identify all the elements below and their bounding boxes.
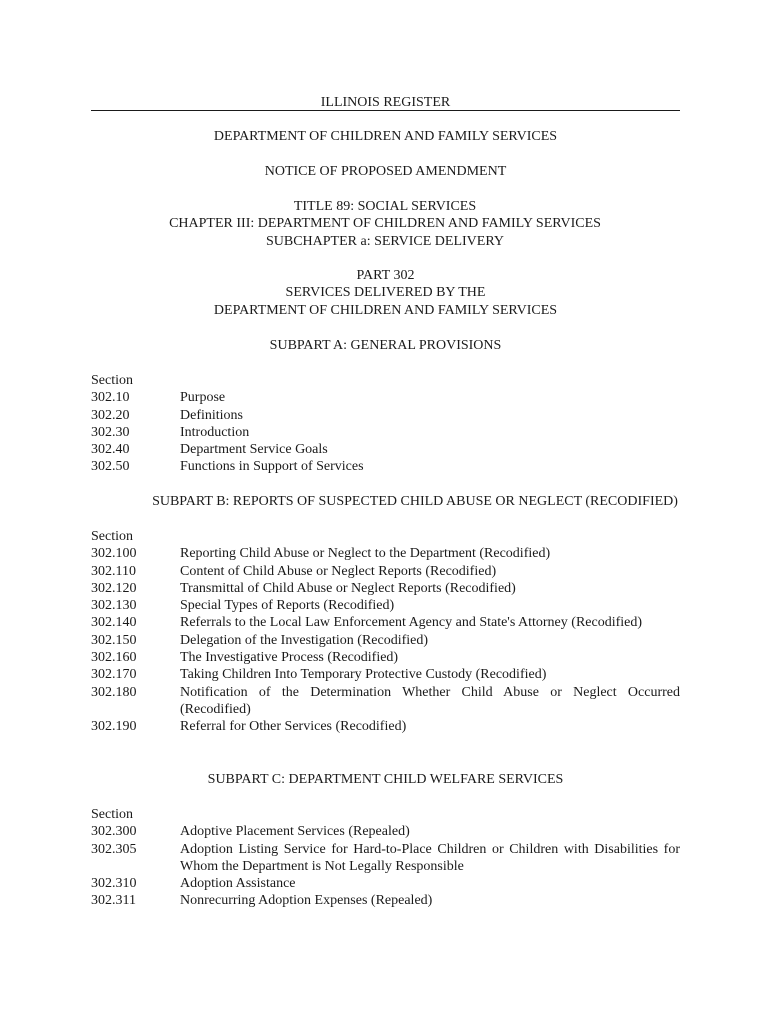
section-title: Adoptive Placement Services (Repealed) [180, 824, 410, 840]
section-title: Purpose [180, 390, 226, 406]
section-number: 302.50 [91, 459, 130, 475]
section-label: Section [91, 529, 133, 544]
department-name: DEPARTMENT OF CHILDREN AND FAMILY SERVICES [213, 129, 558, 144]
table-row [91, 389, 680, 406]
section-title: Special Types of Reports (Recodified) [180, 598, 395, 614]
part-block [91, 267, 680, 319]
section-number: 302.130 [91, 598, 137, 614]
section-number: 302.160 [91, 650, 137, 666]
subchapter-line: SUBCHAPTER a: SERVICE DELIVERY [265, 233, 505, 249]
section-title: Department Service Goals [180, 442, 328, 458]
section-title: Functions in Support of Services [180, 459, 364, 475]
table-row [91, 892, 680, 909]
section-title: Definitions [180, 407, 243, 423]
part-name-line-1: SERVICES DELIVERED BY THE [285, 285, 486, 301]
section-number: 302.140 [91, 615, 137, 631]
table-row [91, 563, 680, 580]
section-number: 302.311 [91, 893, 136, 909]
section-title: Taking Children Into Temporary Protective Custody (Recodified) [180, 667, 547, 683]
table-row [91, 666, 680, 683]
section-number: 302.170 [91, 667, 137, 683]
table-row [91, 632, 680, 649]
subpart-a-sections [91, 372, 680, 476]
section-number: 302.190 [91, 719, 137, 735]
section-number: 302.305 [91, 841, 137, 857]
subpart-a-heading: SUBPART A: GENERAL PROVISIONS [269, 338, 502, 353]
table-row [91, 684, 680, 719]
table-row [91, 597, 680, 614]
table-row [91, 580, 680, 597]
section-number: 302.300 [91, 824, 137, 840]
table-row [91, 545, 680, 562]
section-title: Adoption Assistance [180, 876, 296, 892]
section-label: Section [91, 807, 133, 822]
section-title: Transmittal of Child Abuse or Neglect Reports (Recodified) [180, 580, 516, 596]
title-block [60, 198, 710, 250]
section-title: Adoption Listing Service for Hard-to-Place Children or Children with Disabilities for Whom the Department is Not Legally Responsible [180, 841, 680, 874]
section-number: 302.310 [91, 876, 137, 892]
section-title: Content of Child Abuse or Neglect Reports (Recodified) [180, 563, 497, 579]
section-title: The Investigative Process (Recodified) [180, 650, 399, 666]
notice-title: NOTICE OF PROPOSED AMENDMENT [264, 164, 507, 179]
section-title: Nonrecurring Adoption Expenses (Repealed) [180, 893, 433, 909]
table-row [91, 841, 680, 876]
section-number: 302.150 [91, 632, 137, 648]
section-number: 302.40 [91, 442, 130, 458]
table-row [91, 718, 680, 735]
register-header: ILLINOIS REGISTER [91, 94, 680, 111]
table-row [91, 441, 680, 458]
section-number: 302.10 [91, 390, 130, 406]
table-row [91, 875, 680, 892]
section-number: 302.180 [91, 684, 137, 700]
part-number: PART 302 [356, 268, 415, 283]
section-number: 302.100 [91, 546, 137, 562]
section-label: Section [91, 373, 133, 388]
table-row [91, 458, 680, 475]
table-row [91, 823, 680, 840]
section-title: Notification of the Determination Whether Child Abuse or Neglect Occurred (Recodified) [180, 684, 680, 717]
section-title: Introduction [180, 424, 250, 440]
table-row [91, 424, 680, 441]
section-title: Delegation of the Investigation (Recodified) [180, 632, 429, 648]
subpart-b-sections [91, 528, 680, 736]
table-row [91, 614, 680, 631]
table-row [91, 407, 680, 424]
part-name-line-2: DEPARTMENT OF CHILDREN AND FAMILY SERVICES [213, 302, 558, 318]
chapter-line: CHAPTER III: DEPARTMENT OF CHILDREN AND FAMILY SERVICES [169, 216, 601, 232]
subpart-b-heading: SUBPART B: REPORTS OF SUSPECTED CHILD ABUSE OR NEGLECT (RECODIFIED) [152, 494, 678, 509]
subpart-c-sections [91, 806, 680, 910]
subpart-c-heading: SUBPART C: DEPARTMENT CHILD WELFARE SERVICES [207, 772, 564, 787]
section-number: 302.30 [91, 424, 130, 440]
table-row [91, 649, 680, 666]
section-number: 302.120 [91, 580, 137, 596]
title-line: TITLE 89: SOCIAL SERVICES [293, 199, 477, 214]
section-title: Referral for Other Services (Recodified) [180, 719, 407, 735]
section-number: 302.20 [91, 407, 130, 423]
section-number: 302.110 [91, 563, 136, 579]
section-title: Referrals to the Local Law Enforcement Agency and State's Attorney (Recodified) [180, 615, 643, 631]
section-title: Reporting Child Abuse or Neglect to the Department (Recodified) [180, 546, 551, 562]
